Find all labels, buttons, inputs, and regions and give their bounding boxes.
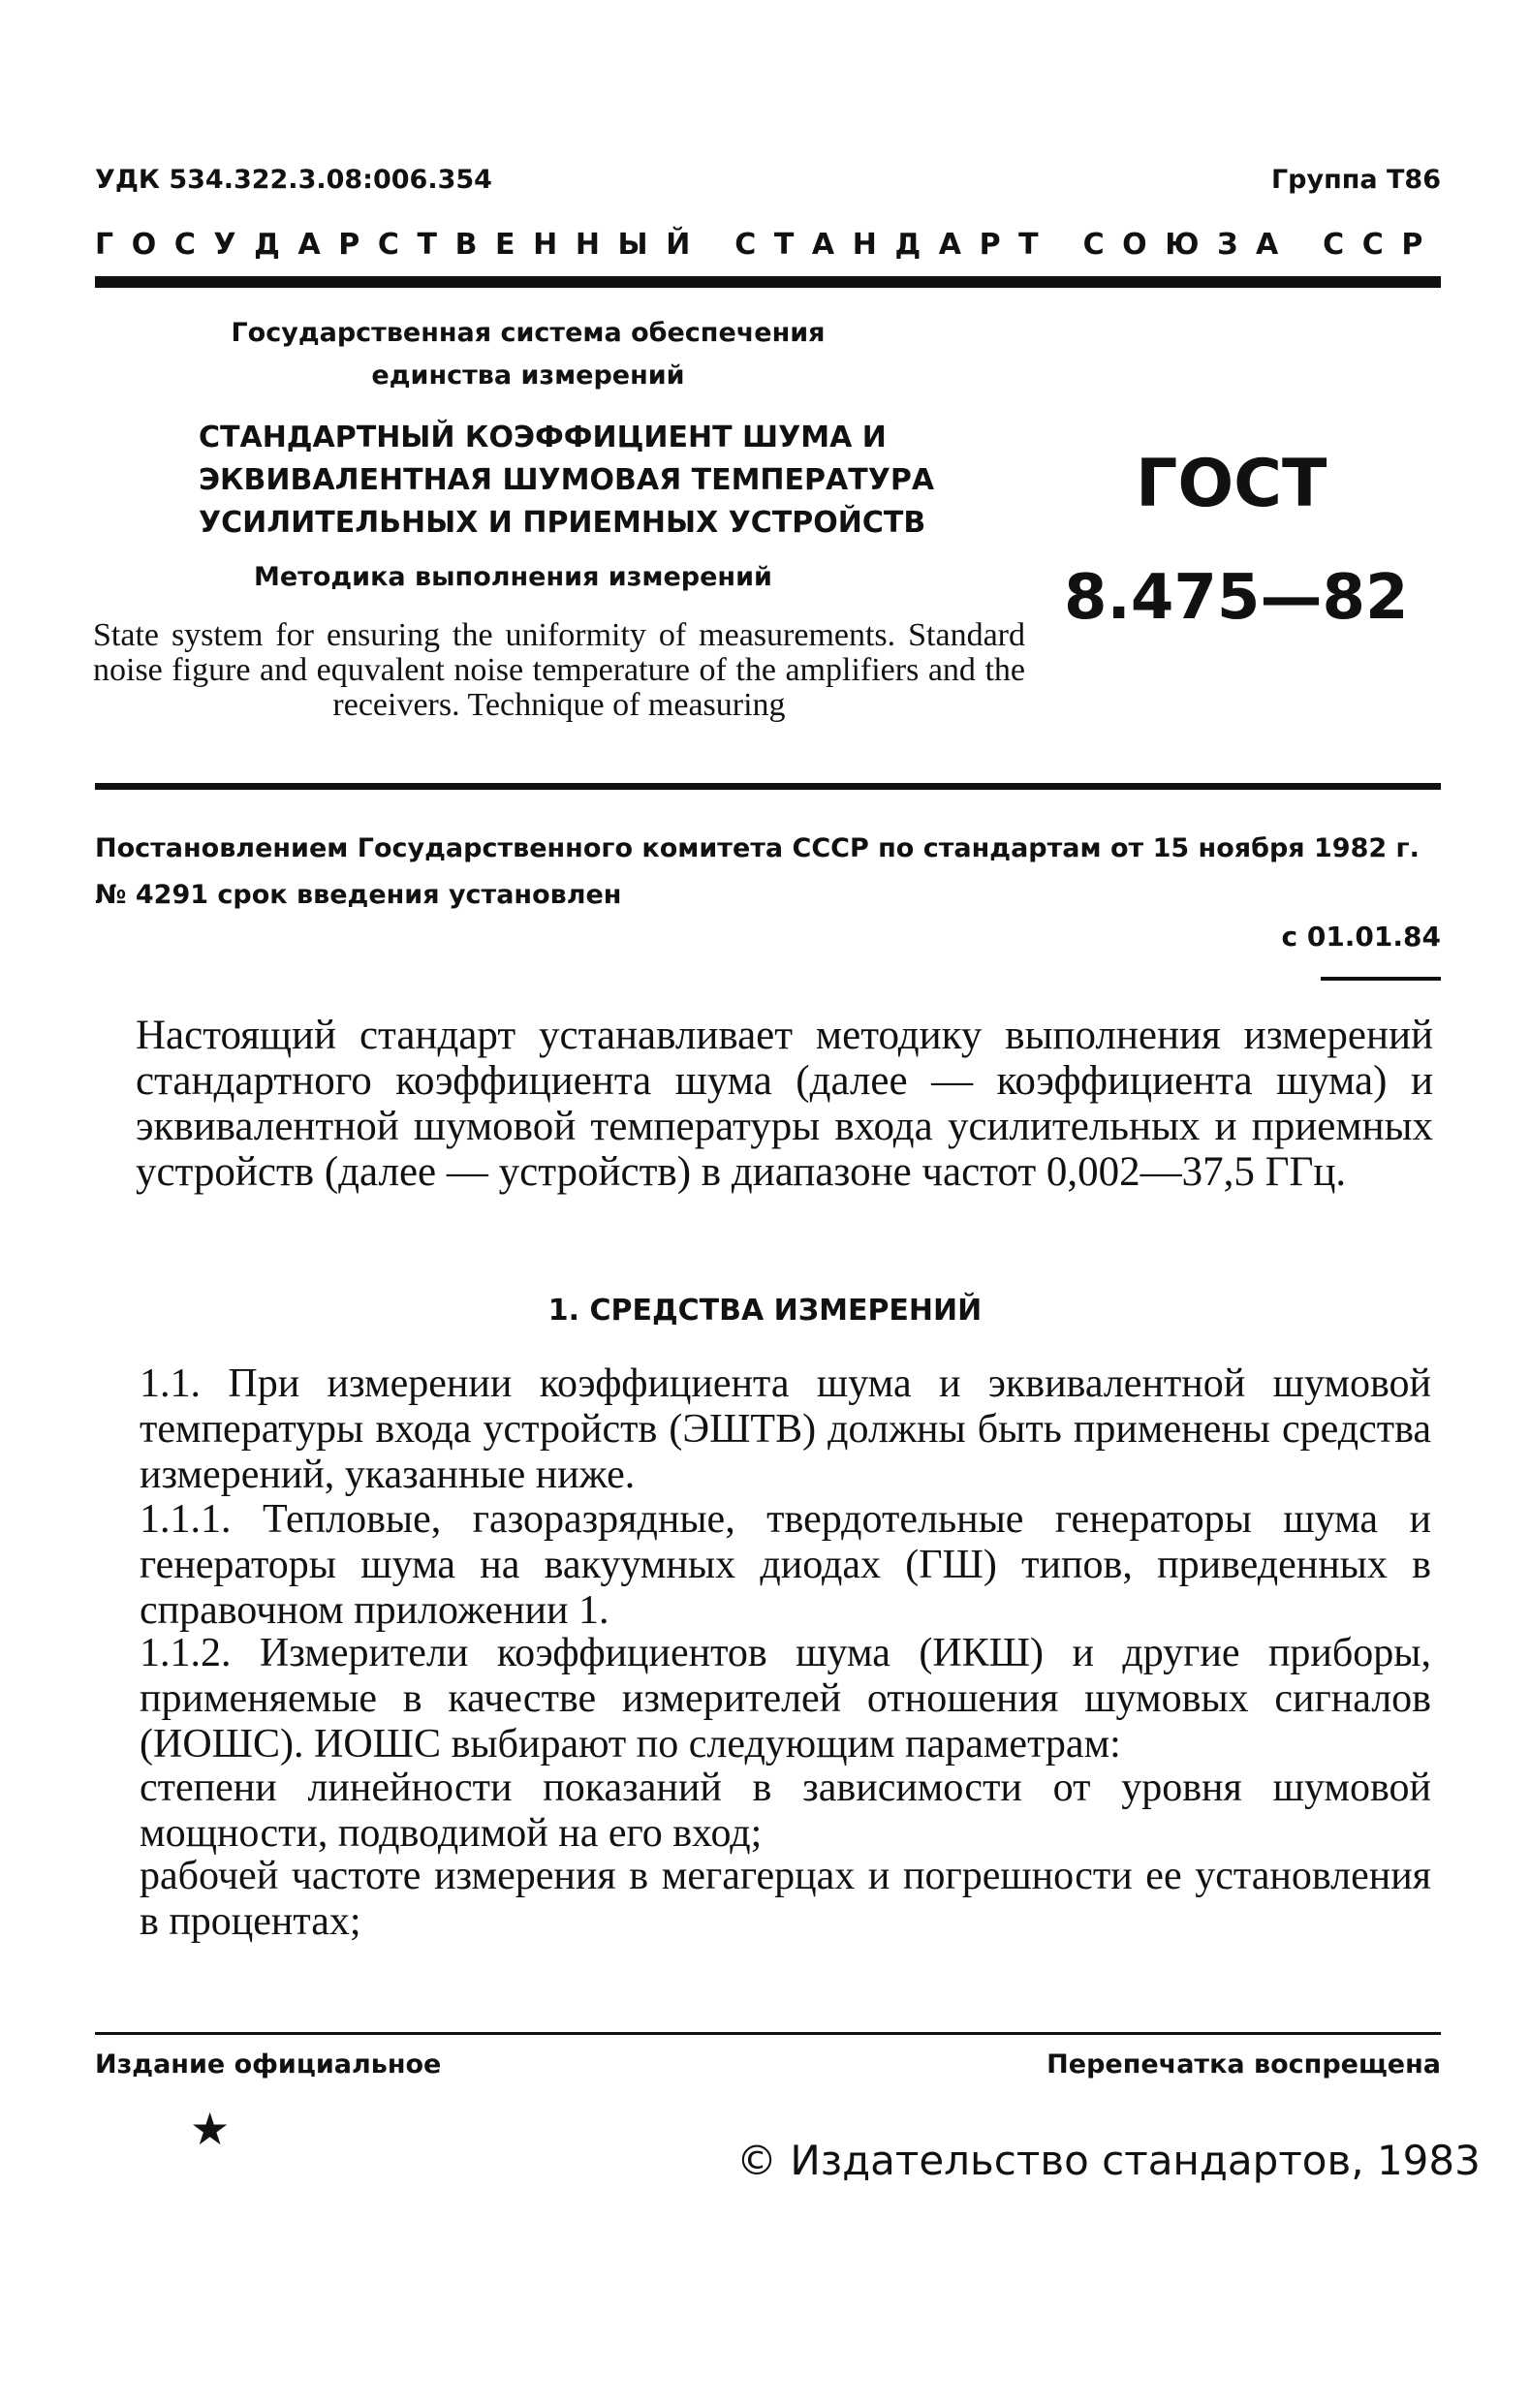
title-rule [95, 783, 1441, 790]
standard-banner [95, 228, 1441, 262]
gost-label: ГОСТ [1136, 446, 1327, 522]
system-line: Государственная система обеспечения [231, 318, 826, 348]
footer-rule [95, 2032, 1441, 2035]
group-code: Группа Т86 [1270, 165, 1441, 195]
document-title [199, 417, 934, 545]
clause-1-1-1: 1.1.1. Тепловые, газоразрядные, твердотельные генераторы шума и генераторы шума на вакуумных диодах (ГШ) типов, приведенных в справочном приложении 1. [140, 1497, 1431, 1633]
star-icon: ★ [190, 2103, 231, 2155]
decree-text: Постановлением Государственного комитета СССР по стандартам от 15 ноября 1982 г. № 4291 срок введения установлен [95, 833, 1420, 910]
copyright-line: © Издательство стандартов, 1983 [736, 2137, 1481, 2184]
clause-1-1: 1.1. При измерении коэффициента шума и эквивалентной шумовой температуры входа устройств (ЭШТВ) должны быть применены средства измерений, указанные ниже. [140, 1361, 1431, 1497]
system-line: единства измерений [371, 360, 685, 391]
effective-date: с 01.01.84 [1281, 921, 1441, 953]
system-heading [189, 312, 867, 397]
banner-word: ГОСУДАРСТВЕННЫЙ [95, 228, 708, 262]
method-subtitle: Методика выполнения измерений [254, 562, 772, 592]
title-line: УСИЛИТЕЛЬНЫХ И ПРИЕМНЫХ УСТРОЙСТВ [199, 506, 926, 540]
header-rule [95, 276, 1441, 288]
reprint-notice: Перепечатка воспрещена [1046, 2049, 1441, 2080]
clause-1-1-2-item: степени линейности показаний в зависимости от уровня шумовой мощности, подводимой на его вход; [140, 1766, 1431, 1856]
banner-word: СОЮЗА [1082, 228, 1296, 262]
intro-paragraph: Настоящий стандарт устанавливает методику выполнения измерений стандартного коэффициента шума (далее — коэффициента шума) и эквивалентной шумовой температуры входа усилительных и приемных устройств (далее — устройств) в диапазоне частот 0,002—37,5 ГГц. [136, 1013, 1433, 1195]
date-underline [1321, 977, 1441, 981]
udk-code: УДК 534.322.3.08:006.354 [95, 165, 492, 195]
banner-word: ССР [1323, 228, 1441, 262]
english-title: State system for ensuring the uniformity of measurements. Standard noise figure and equvalent noise temperature of the amplifiers and the receivers. Technique of measuring [93, 617, 1025, 723]
clause-1-1-2-item: рабочей частоте измерения в мегагерцах и погрешности ее установления в процентах; [140, 1854, 1431, 1944]
edition-label: Издание официальное [95, 2049, 442, 2080]
title-line: ЭКВИВАЛЕНТНАЯ ШУМОВАЯ ТЕМПЕРАТУРА [199, 463, 935, 497]
section-heading: 1. СРЕДСТВА ИЗМЕРЕНИЙ [547, 1294, 983, 1328]
gost-number: 8.475—82 [1064, 562, 1409, 634]
clause-1-1-2: 1.1.2. Измерители коэффициентов шума (ИКШ) и другие приборы, применяемые в качестве измерителей отношения шумовых сигналов (ИОШС). ИОШС выбирают по следующим параметрам: [140, 1631, 1431, 1767]
title-line: СТАНДАРТНЫЙ КОЭФФИЦИЕНТ ШУМА И [199, 421, 887, 454]
banner-word: СТАНДАРТ [734, 228, 1057, 262]
